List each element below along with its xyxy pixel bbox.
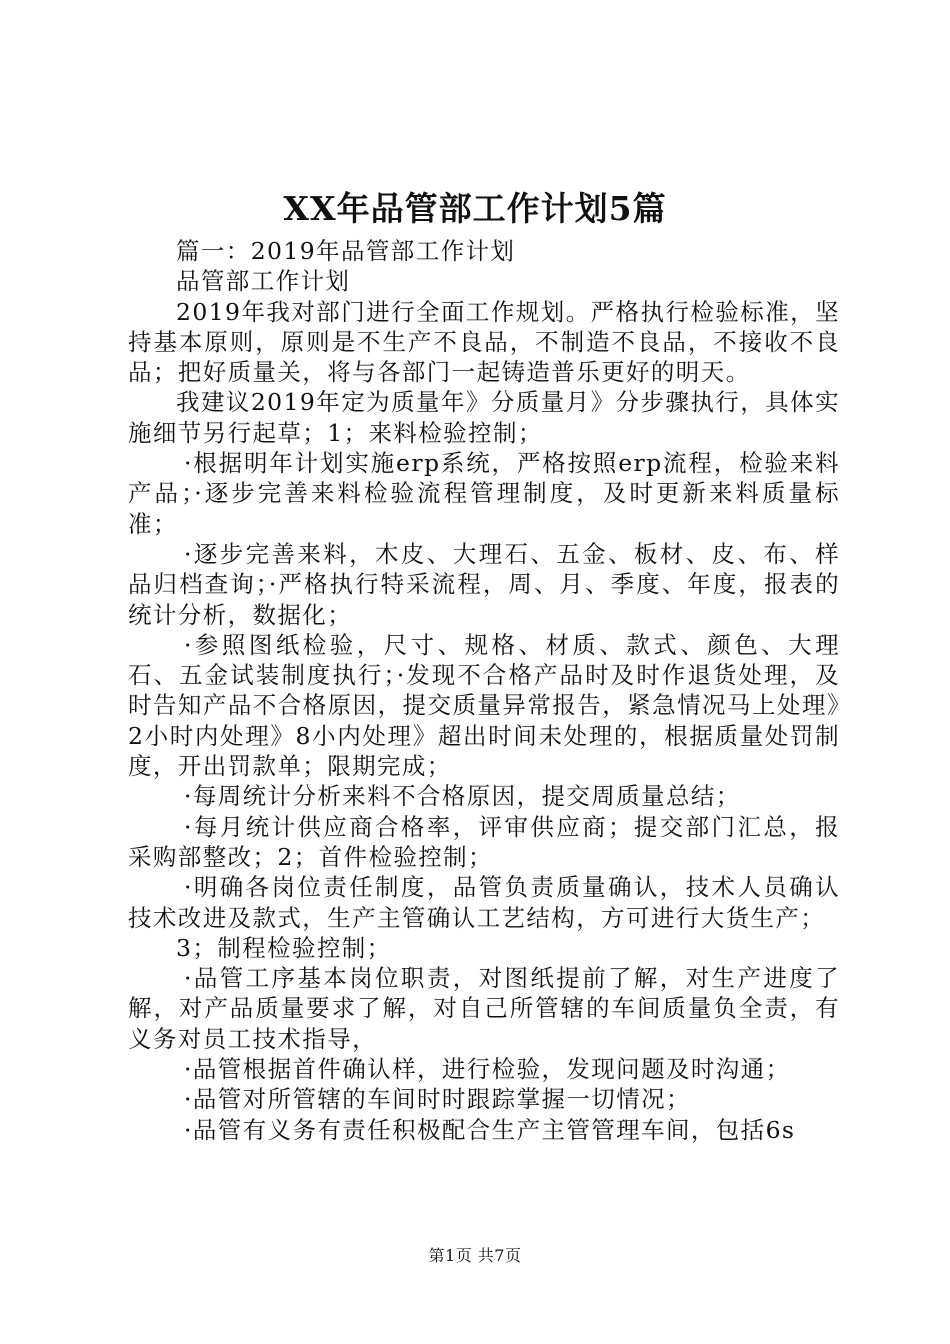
paragraph: 2019年我对部门进行全面工作规划。严格执行检验标准，坚持基本原则，原则是不生产不良品，不制造不良品，不接收不良品；把好质量关，将与各部门一起铸造普乐更好的明天。 <box>128 297 840 387</box>
paragraph: 我建议2019年定为质量年》分质量月》分步骤执行，具体实施细节另行起草；1；来料检验控制； <box>128 388 840 447</box>
section-heading: 3；制程检验控制； <box>176 933 392 962</box>
bullet-paragraph: ·逐步完善来料，木皮、大理石、五金、板材、皮、布、样品归档查询；·严格执行特采流程，周、月、季度、年度，报表的统计分析，数据化； <box>128 539 840 629</box>
page-footer: 第1页 共7页 <box>428 1246 522 1265</box>
bullet-paragraph: ·品管根据首件确认样，进行检验，发现问题及时沟通； <box>184 1055 791 1084</box>
bullet-paragraph: ·明确各岗位责任制度，品管负责质量确认，技术人员确认技术改进及款式，生产主管确认工艺结构，方可进行大货生产； <box>128 873 840 932</box>
document-body <box>128 236 840 1145</box>
bullet-paragraph: ·每周统计分析来料不合格原因，提交周质量总结； <box>184 782 741 811</box>
paragraph: 品管部工作计划 <box>176 267 351 296</box>
bullet-paragraph: ·每月统计供应商合格率，评审供应商；提交部门汇总，报采购部整改；2；首件检验控制； <box>128 812 840 871</box>
bullet-paragraph: ·品管工序基本岗位职责，对图纸提前了解，对生产进度了解，对产品质量要求了解，对自己所管辖的车间质量负全责，有义务对员工技术指导， <box>128 964 840 1053</box>
bullet-paragraph: ·参照图纸检验，尺寸、规格、材质、款式、颜色、大理石、五金试装制度执行；·发现不合格产品时及时作退货处理，及时告知产品不合格原因，提交质量异常报告，紧急情况马上处理》2小时内处理》8小内处理》超出时间未处理的，根据质量处罚制度，开出罚款单；限期完成； <box>128 630 840 781</box>
bullet-paragraph: ·品管对所管辖的车间时时跟踪掌握一切情况； <box>184 1085 691 1114</box>
paragraph: 篇一：2019年品管部工作计划 <box>176 237 516 265</box>
document-title: XX年品管部工作计划5篇 <box>283 189 667 228</box>
bullet-paragraph: ·根据明年计划实施erp系统，严格按照erp流程，检验来料产品；·逐步完善来料检验流程管理制度，及时更新来料质量标准； <box>128 449 840 538</box>
bullet-paragraph: ·品管有义务有责任积极配合生产主管管理车间，包括6s <box>184 1115 796 1144</box>
